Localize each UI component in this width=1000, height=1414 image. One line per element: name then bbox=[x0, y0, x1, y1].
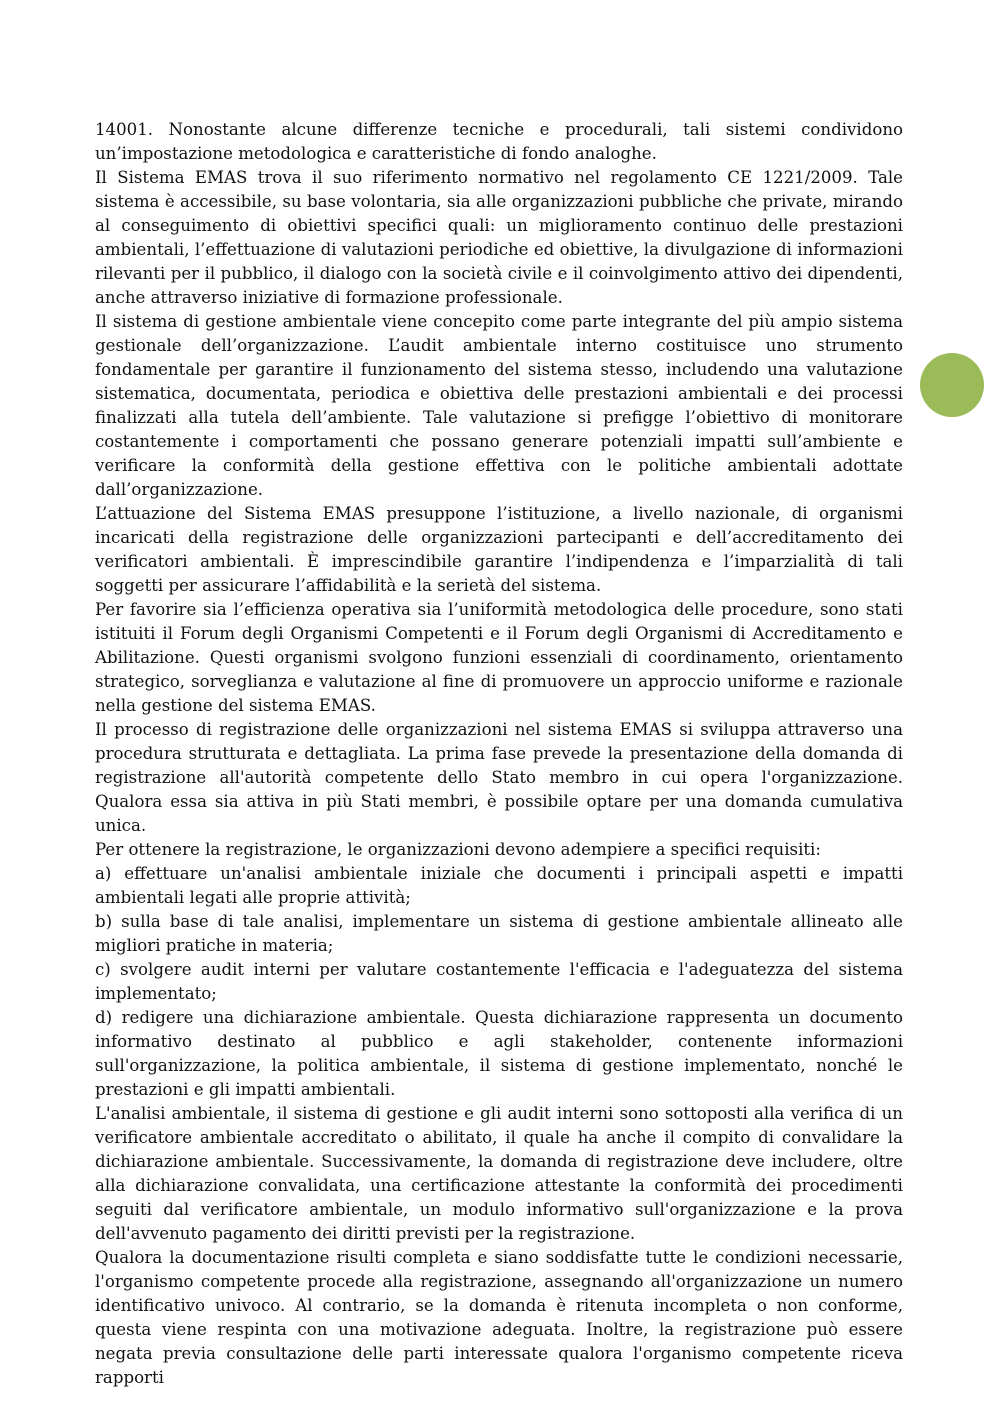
paragraph: L’attuazione del Sistema EMAS presuppone l’istituzione, a livello nazionale, di organismi incaricati della registrazione delle organizzazioni partecipanti e dell’accreditamento dei verificatori ambientali. È imprescindibile garantire l’indipendenza e l’imparzialità di tali soggetti per assicurare l’affidabilità e la serietà del sistema. bbox=[95, 504, 903, 595]
paragraph: Per ottenere la registrazione, le organizzazioni devono adempiere a specifici requisiti: bbox=[95, 840, 821, 859]
paragraph: Il processo di registrazione delle organizzazioni nel sistema EMAS si sviluppa attraverso una procedura strutturata e dettagliata. La prima fase prevede la presentazione della domanda di registrazione all'autorità competente dello Stato membro in cui opera l'organizzazione. Qualora essa sia attiva in più Stati membri, è possibile optare per una domanda cumulativa unica. bbox=[95, 720, 903, 835]
paragraph: Il sistema di gestione ambientale viene concepito come parte integrante del più ampio sistema gestionale dell’organizzazione. L’audit ambientale interno costituisce uno strumento fondamentale per garantire il funzionamento del sistema stesso, includendo una valutazione sistematica, documentata, periodica e obiettiva delle prestazioni ambientali e dei processi finalizzati alla tutela dell’ambiente. Tale valutazione si prefigge l’obiettivo di monitorare costantemente i comportamenti che possano generare potenziali impatti sull’ambiente e verificare la conformità della gestione effettiva con le politiche ambientali adottate dall’organizzazione. bbox=[95, 312, 903, 499]
decorative-circle bbox=[920, 353, 984, 417]
list-item: d) redigere una dichiarazione ambientale. Questa dichiarazione rappresenta un documento informativo destinato al pubblico e agli stakeholder, contenente informazioni sull'organizzazione, la politica ambientale, il sistema di gestione implementato, nonché le prestazioni e gli impatti ambientali. bbox=[95, 1008, 903, 1099]
list-item: b) sulla base di tale analisi, implementare un sistema di gestione ambientale allineato alle migliori pratiche in materia; bbox=[95, 912, 903, 955]
body-text bbox=[95, 118, 903, 1390]
list-item: c) svolgere audit interni per valutare costantemente l'efficacia e l'adeguatezza del sistema implementato; bbox=[95, 960, 903, 1003]
paragraph: L'analisi ambientale, il sistema di gestione e gli audit interni sono sottoposti alla verifica di un verificatore ambientale accreditato o abilitato, il quale ha anche il compito di convalidare la dichiarazione ambientale. Successivamente, la domanda di registrazione deve includere, oltre alla dichiarazione convalidata, una certificazione attestante la conformità dei procedimenti seguiti dal verificatore ambientale, un modulo informativo sull'organizzazione e la prova dell'avvenuto pagamento dei diritti previsti per la registrazione. bbox=[95, 1104, 903, 1243]
list-item: a) effettuare un'analisi ambientale iniziale che documenti i principali aspetti e impatti ambientali legati alle proprie attività; bbox=[95, 864, 903, 907]
paragraph: Per favorire sia l’efficienza operativa sia l’uniformità metodologica delle procedure, sono stati istituiti il Forum degli Organismi Competenti e il Forum degli Organismi di Accreditamento e Abilitazione. Questi organismi svolgono funzioni essenziali di coordinamento, orientamento strategico, sorveglianza e valutazione al fine di promuovere un approccio uniforme e razionale nella gestione del sistema EMAS. bbox=[95, 600, 903, 715]
paragraph: 14001. Nonostante alcune differenze tecniche e procedurali, tali sistemi condividono un’impostazione metodologica e caratteristiche di fondo analoghe. bbox=[95, 120, 903, 163]
paragraph: Il Sistema EMAS trova il suo riferimento normativo nel regolamento CE 1221/2009. Tale sistema è accessibile, su base volontaria, sia alle organizzazioni pubbliche che private, mirando al conseguimento di obiettivi specifici quali: un miglioramento continuo delle prestazioni ambientali, l’effettuazione di valutazioni periodiche ed obiettive, la divulgazione di informazioni rilevanti per il pubblico, il dialogo con la società civile e il coinvolgimento attivo dei dipendenti, anche attraverso iniziative di formazione professionale. bbox=[95, 168, 903, 307]
paragraph: Qualora la documentazione risulti completa e siano soddisfatte tutte le condizioni necessarie, l'organismo competente procede alla registrazione, assegnando all'organizzazione un numero identificativo univoco. Al contrario, se la domanda è ritenuta incompleta o non conforme, questa viene respinta con una motivazione adeguata. Inoltre, la registrazione può essere negata previa consultazione delle parti interessate qualora l'organismo competente riceva rapporti bbox=[95, 1248, 903, 1387]
